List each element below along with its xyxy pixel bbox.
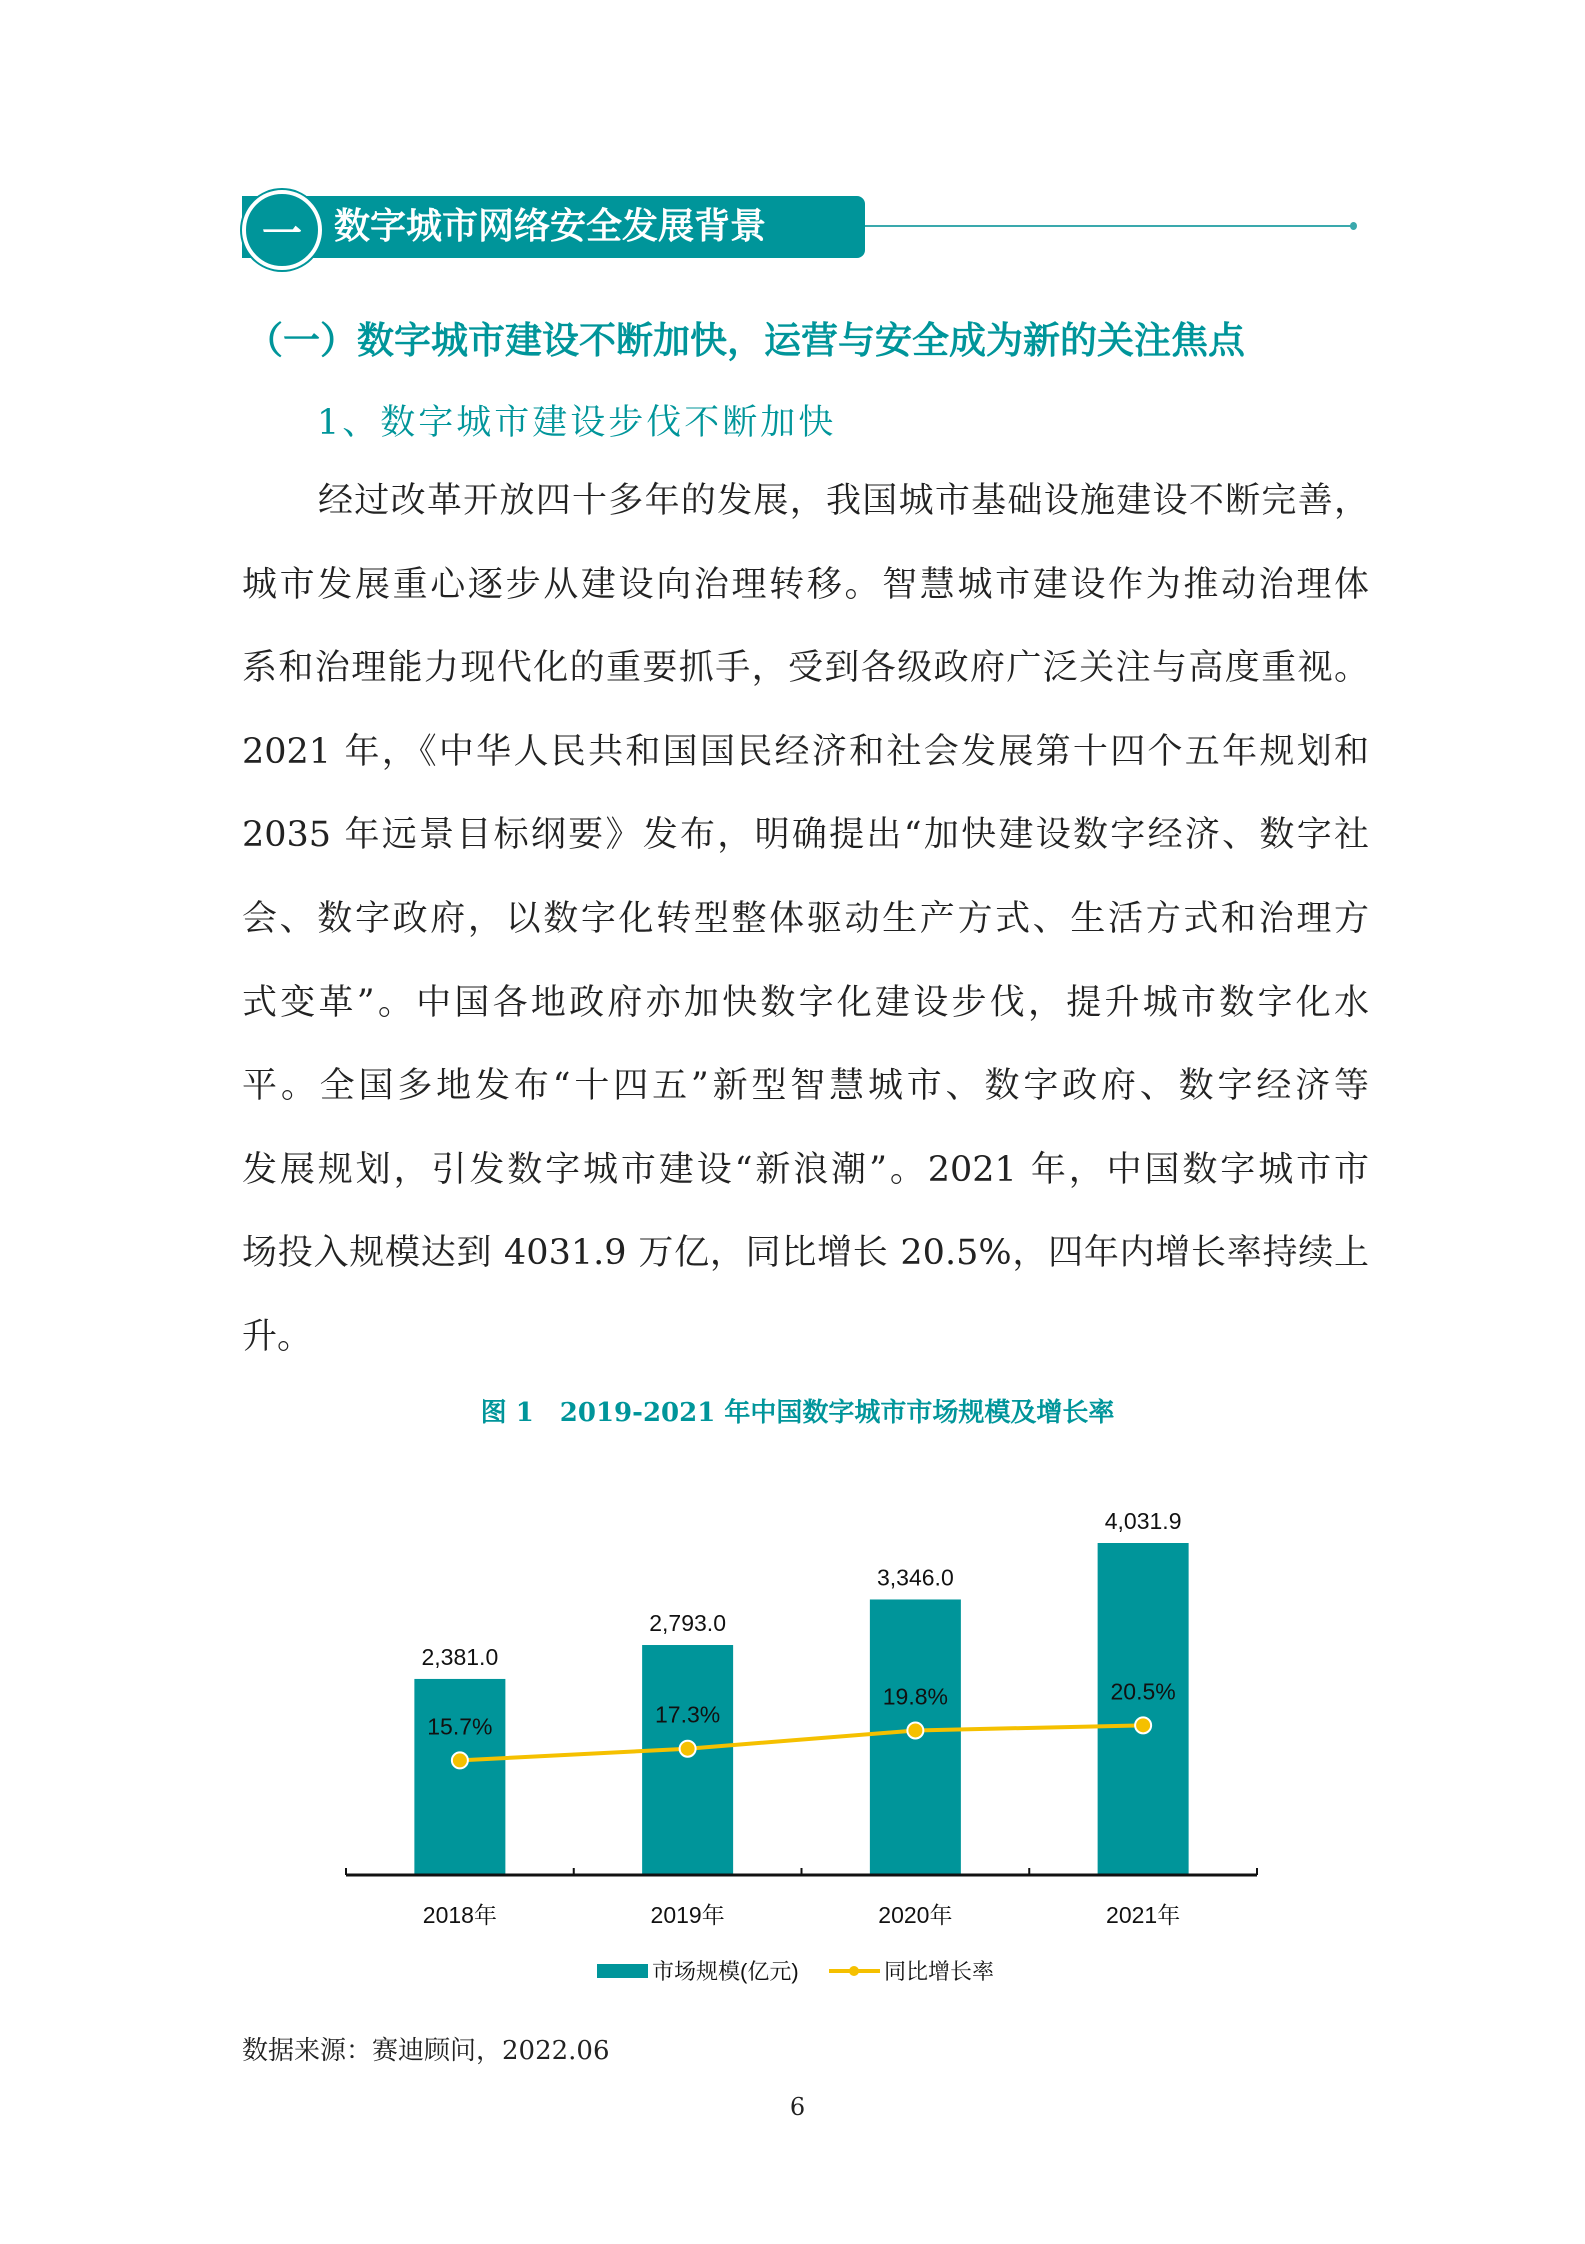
bar-value-label: 3,346.0 (877, 1564, 954, 1591)
paragraph-line: 升。 (242, 1316, 313, 1357)
growth-point (452, 1752, 468, 1768)
paragraph-line: 经过改革开放四十多年的发展，我国城市基础设施建设不断完善， (318, 481, 1369, 521)
growth-point (1135, 1717, 1151, 1733)
x-tick-label: 2021年 (1106, 1902, 1181, 1928)
growth-value-label: 15.7% (427, 1713, 493, 1740)
subsection-heading: （一）数字城市建设不断加快，运营与安全成为新的关注焦点 (246, 319, 1245, 362)
growth-value-label: 20.5% (1110, 1678, 1176, 1705)
paragraph-line: 城市发展重心逐步从建设向治理转移。智慧城市建设作为推动治理体 (242, 564, 1369, 605)
x-tick-label: 2018年 (422, 1902, 497, 1928)
figure-caption: 图 1 2019-2021 年中国数字城市市场规模及增长率 (480, 1398, 1115, 1428)
bar-value-label: 2,381.0 (421, 1643, 499, 1670)
legend-line-marker (849, 1966, 859, 1976)
paragraph-line: 式变革”。中国各地政府亦加快数字化建设步伐，提升城市数字化水 (242, 982, 1369, 1023)
bar (414, 1679, 505, 1875)
x-tick-label: 2019年 (650, 1902, 725, 1928)
section-number-badge: 一 (242, 190, 322, 270)
legend-bar-swatch (597, 1964, 648, 1978)
growth-value-label: 17.3% (655, 1701, 721, 1728)
subsubsection-heading: 1、数字城市建设步伐不断加快 (317, 403, 837, 443)
legend-bar-label: 市场规模(亿元) (652, 1959, 799, 1984)
legend-line-label: 同比增长率 (884, 1959, 995, 1984)
growth-line (460, 1725, 1143, 1760)
x-tick-label: 2020年 (878, 1902, 953, 1928)
bar-value-label: 4,031.9 (1104, 1508, 1182, 1534)
growth-point (907, 1722, 923, 1738)
page-number: 6 (789, 2093, 806, 2121)
growth-value-label: 19.8% (882, 1683, 948, 1710)
paragraph-line: 会、数字政府，以数字化转型整体驱动生产方式、生活方式和治理方 (242, 898, 1369, 939)
bar (1098, 1543, 1189, 1875)
growth-point (680, 1741, 696, 1757)
data-source: 数据来源：赛迪顾问，2022.06 (242, 2036, 610, 2066)
paragraph-line: 系和治理能力现代化的重要抓手，受到各级政府广泛关注与高度重视。 (242, 648, 1369, 689)
paragraph-line: 2021 年，《中华人民共和国国民经济和社会发展第十四个五年规划和 (242, 731, 1369, 772)
paragraph-line: 场投入规模达到 4031.9 万亿，同比增长 20.5%，四年内增长率持续上 (242, 1233, 1369, 1274)
paragraph-line: 发展规划，引发数字城市建设“新浪潮”。2021 年，中国数字城市市 (242, 1149, 1369, 1190)
bar-value-label: 2,793.0 (649, 1610, 726, 1637)
bar (642, 1645, 733, 1875)
paragraph-line: 2035 年远景目标纲要》发布，明确提出“加快建设数字经济、数字社 (242, 815, 1369, 856)
paragraph-line: 平。全国多地发布“十四五”新型智慧城市、数字政府、数字经济等 (242, 1066, 1369, 1107)
section-title: 数字城市网络安全发展背景 (334, 206, 767, 247)
